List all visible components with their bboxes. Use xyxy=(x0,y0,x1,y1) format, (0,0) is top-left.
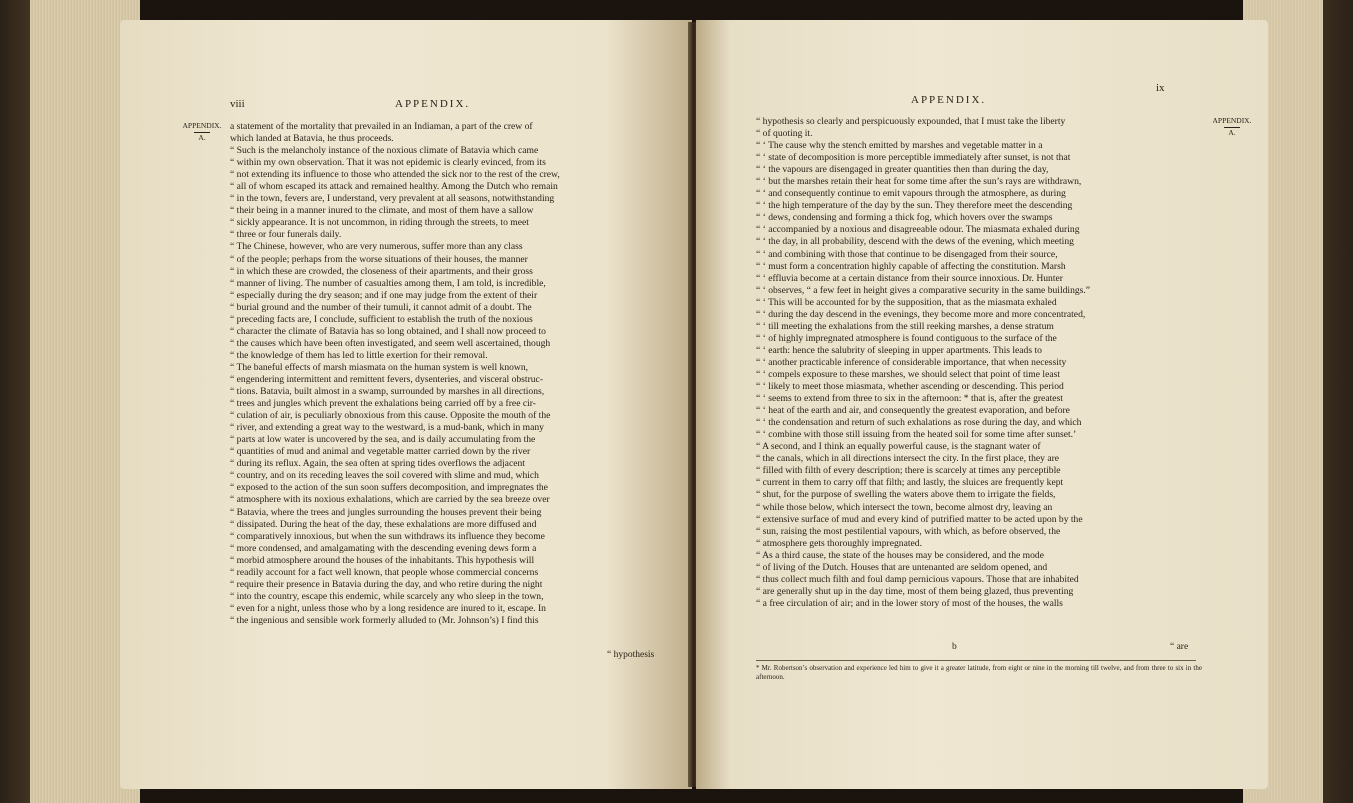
footnote: * Mr. Robertson’s observation and experience led him to give it a greater latitude, from eight or nine in the morning till twelve, and from three to six in the afternoon. xyxy=(756,664,1202,681)
margin-note-label: APPENDIX. xyxy=(182,121,222,130)
running-head: APPENDIX. xyxy=(911,94,987,106)
catchword: “ hypothesis xyxy=(607,650,655,660)
page-number: viii xyxy=(230,98,245,110)
margin-note xyxy=(176,121,228,143)
body-text xyxy=(230,121,666,627)
body-text xyxy=(756,116,1198,610)
margin-note-sub: A. xyxy=(198,133,206,142)
body-paragraphs: a statement of the mortality that prevailed in an Indiaman, a part of the crew of which landed at Batavia, he thus proceeds. “ Such is the melancholy instance of the noxious climate of Batavia which came “ within my own observation. That it was not epidemic is clearly evinced, from its “ not extending its influence to those who attended the sick nor to the rest of the crew, “ all of whom escaped its attack and remained healthy. Among the Dutch who remain “ in the town, fevers are, I understand, very prevalent at all seasons, notwithstanding “ their being in a manner inured to the climate, and most of them have a sallow “ sickly appearance. It is not uncommon, in riding through the streets, to meet “ three or four funerals daily. “ The Chinese, however, who are very numerous, suffer more than any class “ of the people; perhaps from the worse situations of their houses, the manner “ in which these are crowded, the closeness of their apartments, and their gross “ manner of living. The number of casualties among them, I am told, is incredible, “ especially during the dry season; and if one may judge from the extent of their “ burial ground and the number of their tumuli, it cannot admit of a doubt. The “ preceding facts are, I conclude, sufficient to establish the truth of the noxious “ character the climate of Batavia has so long obtained, and I shall now proceed to “ the causes which have been often investigated, and seem well ascertained, though “ the knowledge of them has led to little exertion for their removal. “ The baneful effects of marsh miasmata on the human system is well known, “ engendering intermittent and remittent fevers, dysenteries, and visceral obstruc- “ tions. Batavia, built almost in a swamp, surrounded by marshes in all directions, “ trees and jungles which prevent the exhalations being carried off by a free cir- “ culation of air, is peculiarly obnoxious from this cause. Opposite the mouth of the “ river, and extending a great way to the westward, is a mud-bank, which in many “ parts at low water is uncovered by the sea, and is daily accumulating from the “ quantities of mud and animal and vegetable matter carried down by the river “ during its reflux. Again, the sea often at spring tides overflows the adjacent “ country, and on its receding leaves the soil covered with slime and mud, which “ exposed to the action of the sun soon suffers decomposition, and impregnates the “ atmosphere with its noxious exhalations, which are carried by the sea breeze over “ Batavia, where the trees and jungles surrounding the houses prevent their being “ dissipated. During the heat of the day, these exhalations are more diffused and “ comparatively innoxious, but when the sun withdraws its influence they become “ more condensed, and amalgamating with the descending evening dews form a “ morbid atmosphere around the houses of the inhabitants. This hypothesis will “ readily account for a fact well known, that people whose commercial concerns “ require their presence in Batavia during the day, and who retire during the night “ into the country, escape this endemic, while scarcely any who sleep in the town, “ even for a night, unless those who by a long residence are inured to it, escape. In “ the ingenious and sensible work formerly alluded to (Mr. Johnson’s) I find this xyxy=(230,121,560,626)
signature-mark: b xyxy=(952,642,957,652)
body-paragraphs: “ hypothesis so clearly and perspicuously expounded, that I must take the liberty “ of quoting it. “ ‘ The cause why the stench emitted by marshes and vegetable matter in a “ ‘ state of decomposition is more perceptible immediately after sunset, is not that “ ‘ the vapours are disengaged in greater quantities then than during the day, “ ‘ but the marshes retain their heat for some time after the sun’s rays are withdrawn, “ ‘ and consequently continue to emit vapours through the atmosphere, as during “ ‘ the high temperature of the day by the sun. They therefore meet the descending “ ‘ dews, condensing and forming a thick fog, which hovers over the swamps “ ‘ accompanied by a noxious and disagreeable odour. The miasmata exhaled during “ ‘ the day, in all probability, descend with the dews of the evening, which meeting “ ‘ and combining with those that continue to be disengaged from their source, “ ‘ must form a concentration highly capable of affecting the constitution. Marsh “ ‘ effluvia become at a certain distance from their source innoxious. Dr. Hunter “ ‘ observes, “ a few feet in height gives a comparative security in the same buildings.” “ ‘ This will be accounted for by the supposition, that as the miasmata exhaled “ ‘ during the day descend in the evenings, they become more and more concentrated, “ ‘ till meeting the exhalations from the still reeking marshes, a dense stratum “ ‘ of highly impregnated atmosphere is found contiguous to the surface of the “ ‘ earth: hence the salubrity of sleeping in upper apartments. This leads to “ ‘ another practicable inference of considerable importance, that when necessity “ ‘ compels exposure to these marshes, we should select that point of time least “ ‘ likely to meet those miasmata, whether ascending or descending. This period “ ‘ seems to extend from three to six in the afternoon: * that is, after the greatest “ ‘ heat of the earth and air, and consequently the greatest evaporation, and before “ ‘ the condensation and return of such exhalations as rose during the day, and which “ ‘ combine with those still issuing from the heated soil for some time after sunset.’ “ A second, and I think an equally powerful cause, is the stagnant water of “ the canals, which in all directions intersect the city. In the first place, they are “ filled with filth of every description; there is scarcely at times any perceptible “ current in them to carry off that filth; and lastly, the sluices are frequently kept “ shut, for the purpose of swelling the waters above them to irrigate the fields, “ while those below, which intersect the town, become almost dry, leaving an “ extensive surface of mud and every kind of putrified matter to be acted upon by the “ sun, raising the most pestilential vapours, with which, as before observed, the “ atmosphere gets thoroughly impregnated. “ As a third cause, the state of the houses may be considered, and the mode “ of living of the Dutch. Houses that are untenanted are seldom opened, and “ thus collect much filth and foul damp pernicious vapours. Those that are inhabited “ are generally shut up in the day time, most of them being glazed, thus preventing “ a free circulation of air; and in the lower story of most of the houses, the walls xyxy=(756,116,1091,609)
catchword: “ are xyxy=(1170,642,1189,652)
footnote-rule xyxy=(756,660,1196,661)
running-head: APPENDIX. xyxy=(395,98,471,110)
page-number: ix xyxy=(1156,82,1165,94)
right-page xyxy=(696,20,1268,789)
margin-note-label: APPENDIX. xyxy=(1212,116,1252,125)
left-page xyxy=(120,20,692,789)
margin-note-sub: A. xyxy=(1228,128,1236,137)
margin-note xyxy=(1204,116,1260,138)
